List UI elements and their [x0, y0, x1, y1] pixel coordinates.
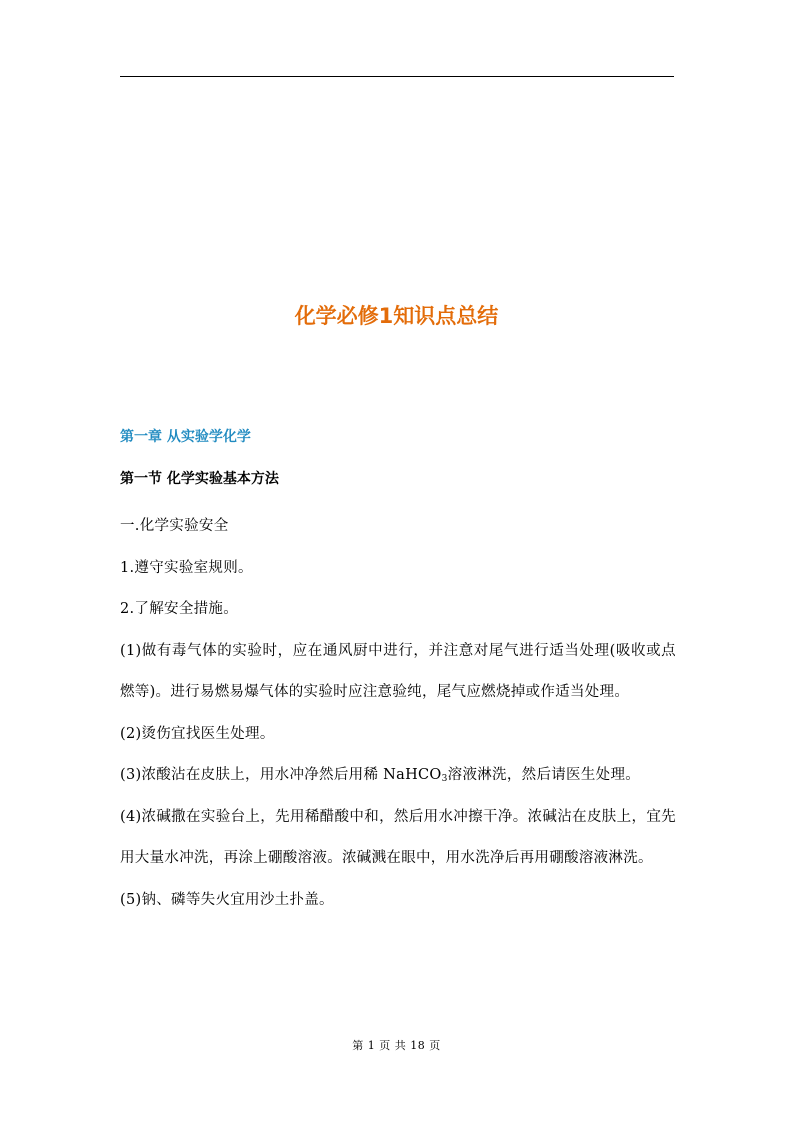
section-heading: 第一节 化学实验基本方法: [120, 471, 279, 487]
paragraph-4: (4)浓碱撒在实验台上，先用稀醋酸中和，然后用水冲擦干净。浓碱沾在皮肤上，宜先用大量水冲洗，再涂上硼酸溶液。浓碱溅在眼中，用水洗净后再用硼酸溶液淋洗。: [120, 808, 676, 866]
footer-prefix: 第: [352, 1039, 364, 1052]
paragraph-1: (1)做有毒气体的实验时，应在通风厨中进行，并注意对尾气进行适当处理(吸收或点燃等)。进行易燃易爆气体的实验时应注意验纯，尾气应燃烧掉或作适当处理。: [120, 642, 676, 700]
document-title: 化学必修1知识点总结: [294, 304, 499, 328]
paragraph-5: (5)钠、磷等失火宜用沙土扑盖。: [120, 891, 334, 908]
paragraph-3: [120, 755, 676, 797]
subheading-lab-safety: 一.化学实验安全: [120, 518, 229, 534]
chapter-heading: 第一章 从实验学化学: [120, 429, 251, 445]
item-rule-2: 2.了解安全措施。: [120, 601, 239, 617]
footer-total-pages: 18: [410, 1039, 426, 1052]
paragraph-3-text-start: (3)浓酸沾在皮肤上，用水冲净然后用稀 NaHCO: [120, 767, 442, 783]
document-body: [120, 423, 676, 921]
header-rule: [120, 76, 674, 77]
page-footer: [0, 1037, 793, 1055]
footer-current-page: 1: [367, 1039, 376, 1052]
paragraph-2: (2)烫伤宜找医生处理。: [120, 725, 275, 742]
item-rule-1: 1.遵守实验室规则。: [120, 559, 253, 576]
footer-middle: 页 共: [379, 1039, 407, 1052]
footer-suffix: 页: [429, 1039, 441, 1052]
subscript-3: 3: [441, 774, 448, 784]
paragraph-3-text-end: 溶液淋洗，然后请医生处理。: [447, 767, 641, 783]
